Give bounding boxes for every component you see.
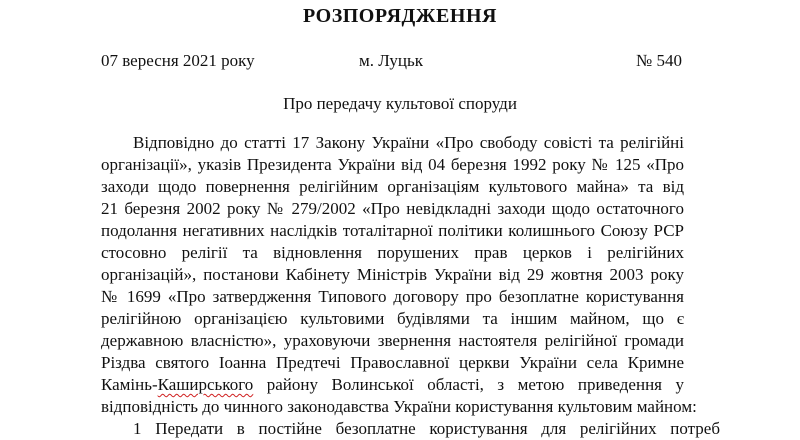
- spellcheck-flagged-word: Каширського: [157, 375, 254, 394]
- body-line-13-suffix: району Волинської області, з метою приведення у: [253, 375, 684, 394]
- body-line: державною власністю», ураховуючи звернення настоятеля релігійної громади: [101, 331, 684, 350]
- document-subject: Про передачу культової споруди: [283, 94, 517, 113]
- body-line: організацій», постанови Кабінету Міністрів України від 29 жовтня 2003 року: [101, 265, 684, 284]
- body-line-13-prefix: Камінь-: [101, 375, 158, 394]
- body-line: № 1699 «Про затвердження Типового договору про безоплатне користування: [101, 287, 684, 306]
- body-line: заходи щодо повернення релігійним організаціям культового майна» та від: [101, 177, 684, 196]
- body-line: Різдва святого Іоанна Предтечі Православної церкви України села Кримне: [101, 353, 684, 372]
- document-title: РОЗПОРЯДЖЕННЯ: [303, 5, 497, 27]
- body-line: організації», указів Президента України від 04 березня 1992 року № 125 «Про: [101, 155, 684, 174]
- body-line: стосовно релігії та відновлення порушених прав церков і релігійних: [101, 243, 684, 262]
- body-line-13: [101, 374, 684, 396]
- body-line: відповідність до чинного законодавства України користування культовим майном:: [101, 397, 697, 416]
- document-date: 07 вересня 2021 року: [101, 51, 255, 70]
- body-line: 21 березня 2002 року № 279/2002 «Про невідкладні заходи щодо остаточного: [101, 199, 684, 218]
- document-city: м. Луцьк: [359, 51, 423, 70]
- document-number: № 540: [636, 51, 682, 70]
- body-line: Відповідно до статті 17 Закону України «Про свободу совісті та релігійні: [133, 133, 684, 152]
- body-line: подолання негативних наслідків тоталітарної політики колишнього Союзу РСР: [101, 221, 684, 240]
- body-line-cut-off: 1 Передати в постійне безоплатне користування для релігійних потреб: [133, 419, 720, 438]
- body-line: релігійною організацією культовими будівлями та іншим майном, що є: [101, 309, 684, 328]
